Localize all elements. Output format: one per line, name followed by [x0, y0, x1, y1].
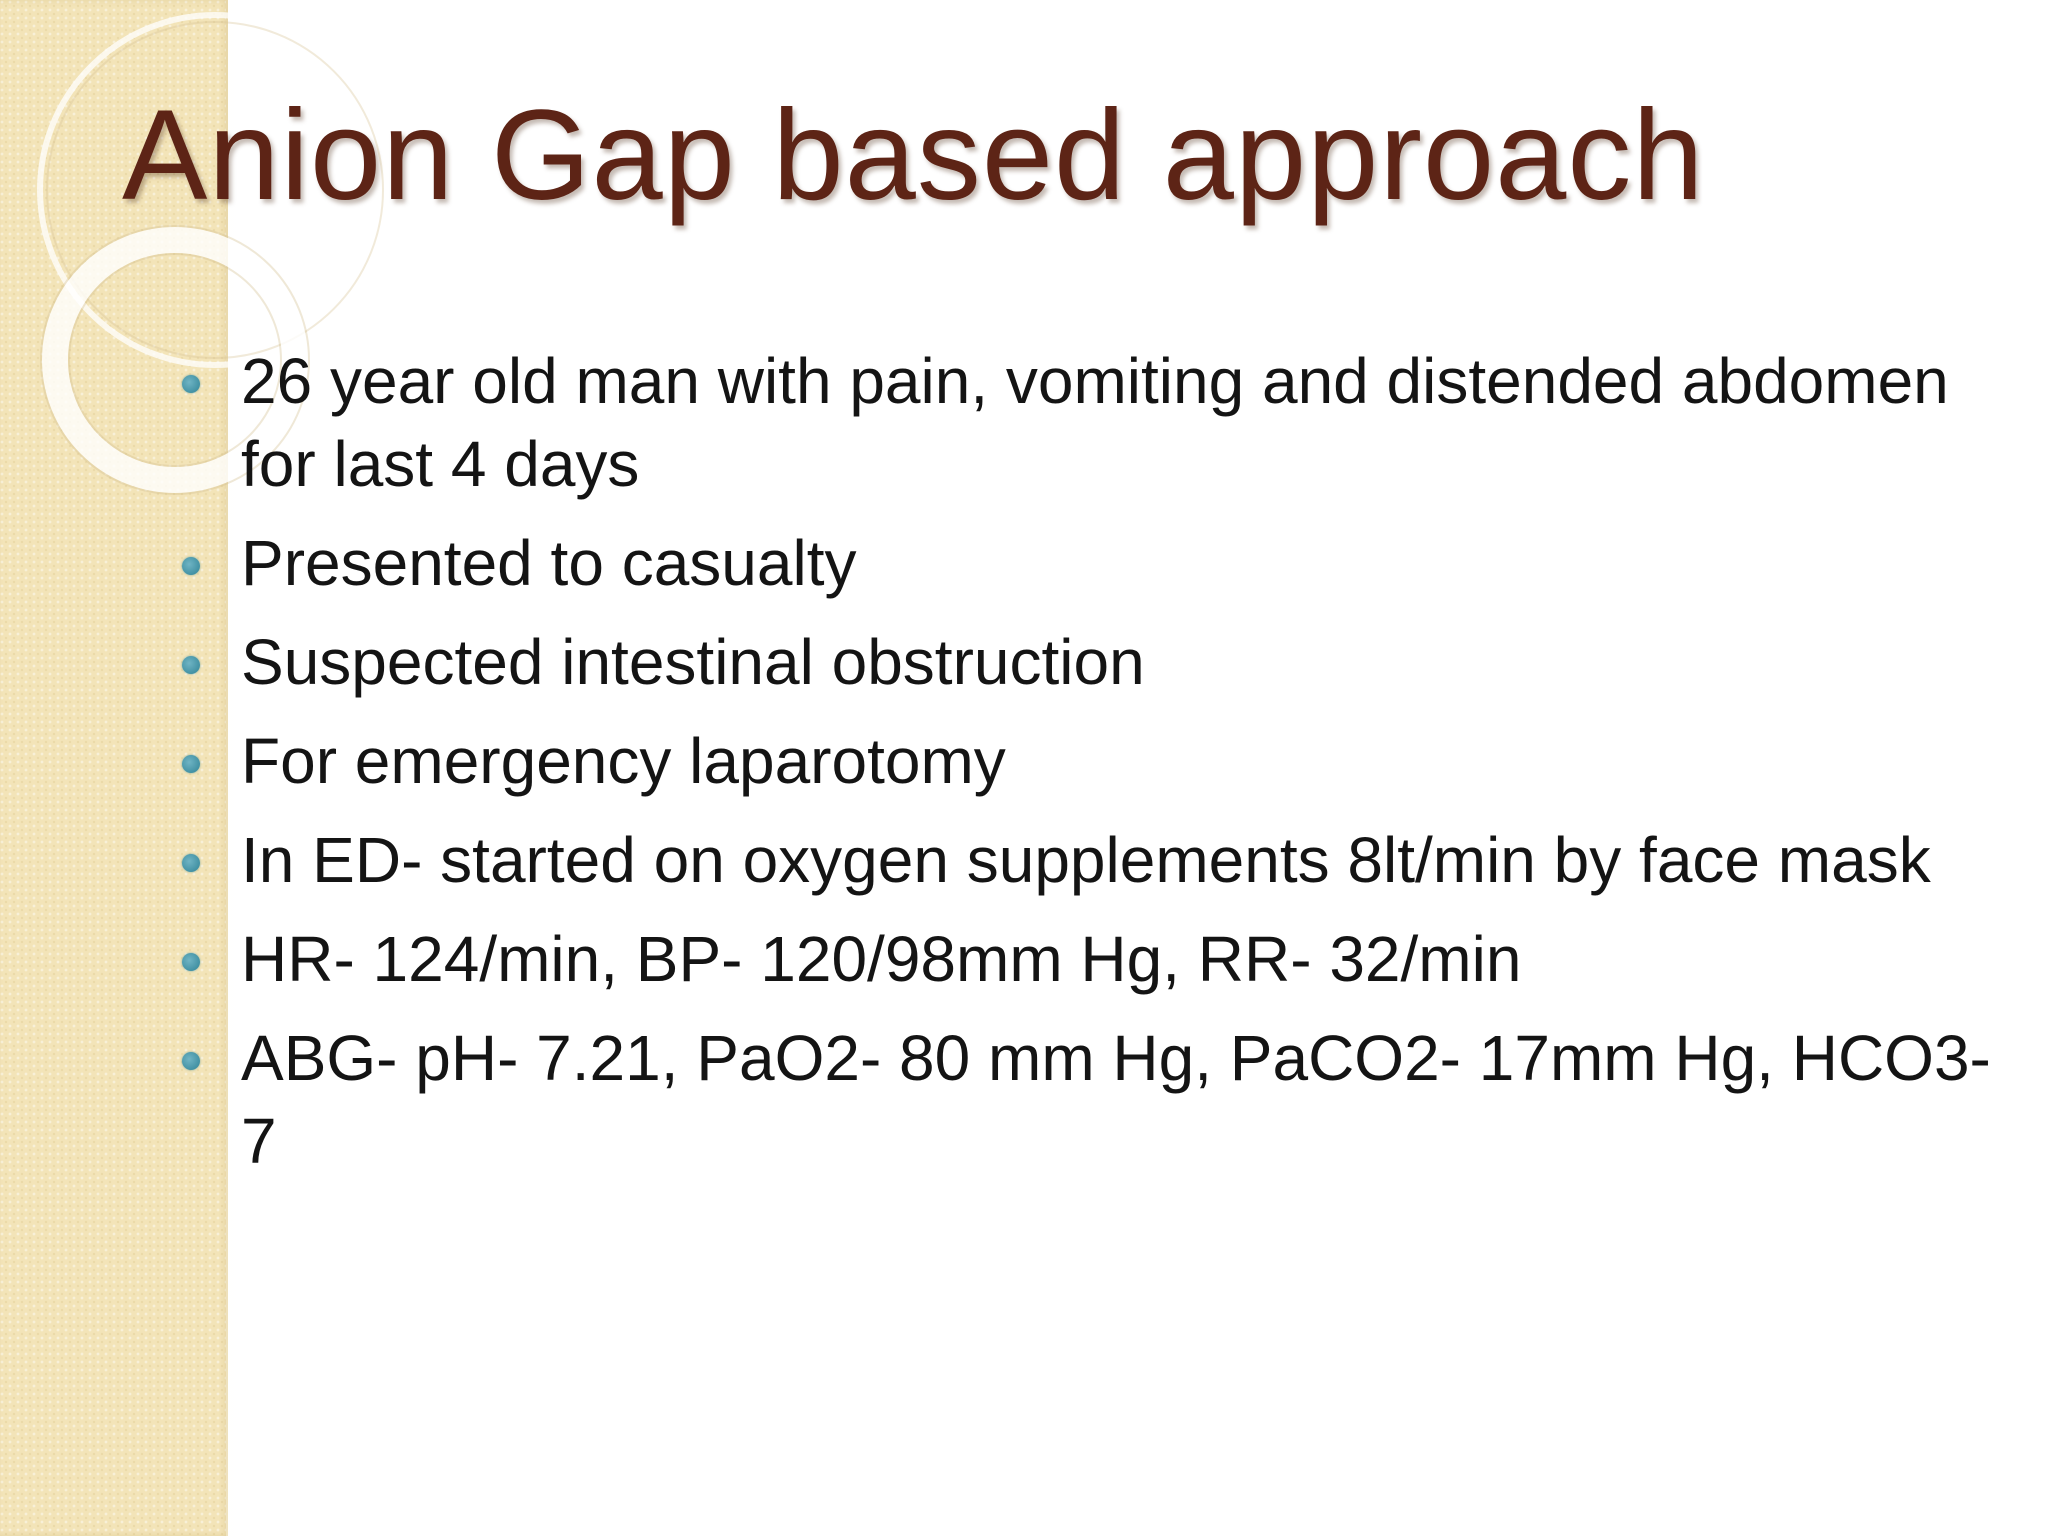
bullet-dot-icon [182, 557, 200, 575]
bullet-text: ABG- pH- 7.21, PaO2- 80 mm Hg, PaCO2- 17mm Hg, HCO3- 7 [241, 1022, 1991, 1177]
bullet-dot-icon [182, 656, 200, 674]
bullet-dot-icon [182, 854, 200, 872]
bullet-item [176, 621, 2016, 704]
bullet-dot-icon [182, 953, 200, 971]
bullet-item [176, 340, 2016, 506]
bullet-text: Presented to casualty [241, 527, 857, 599]
bullet-dot-icon [182, 375, 200, 393]
bullet-text: In ED- started on oxygen supplements 8lt/min by face mask [241, 824, 1931, 896]
slide-title: Anion Gap based approach [122, 84, 1705, 227]
bullet-list [176, 340, 2016, 1199]
bullet-item [176, 918, 2016, 1001]
bullet-text: Suspected intestinal obstruction [241, 626, 1145, 698]
bullet-text: For emergency laparotomy [241, 725, 1006, 797]
bullet-text: HR- 124/min, BP- 120/98mm Hg, RR- 32/min [241, 923, 1522, 995]
bullet-item [176, 1017, 2016, 1183]
bullet-text: 26 year old man with pain, vomiting and distended abdomen for last 4 days [241, 345, 1949, 500]
bullet-dot-icon [182, 755, 200, 773]
bullet-item [176, 720, 2016, 803]
bullet-item [176, 522, 2016, 605]
bullet-dot-icon [182, 1052, 200, 1070]
bullet-item [176, 819, 2016, 902]
